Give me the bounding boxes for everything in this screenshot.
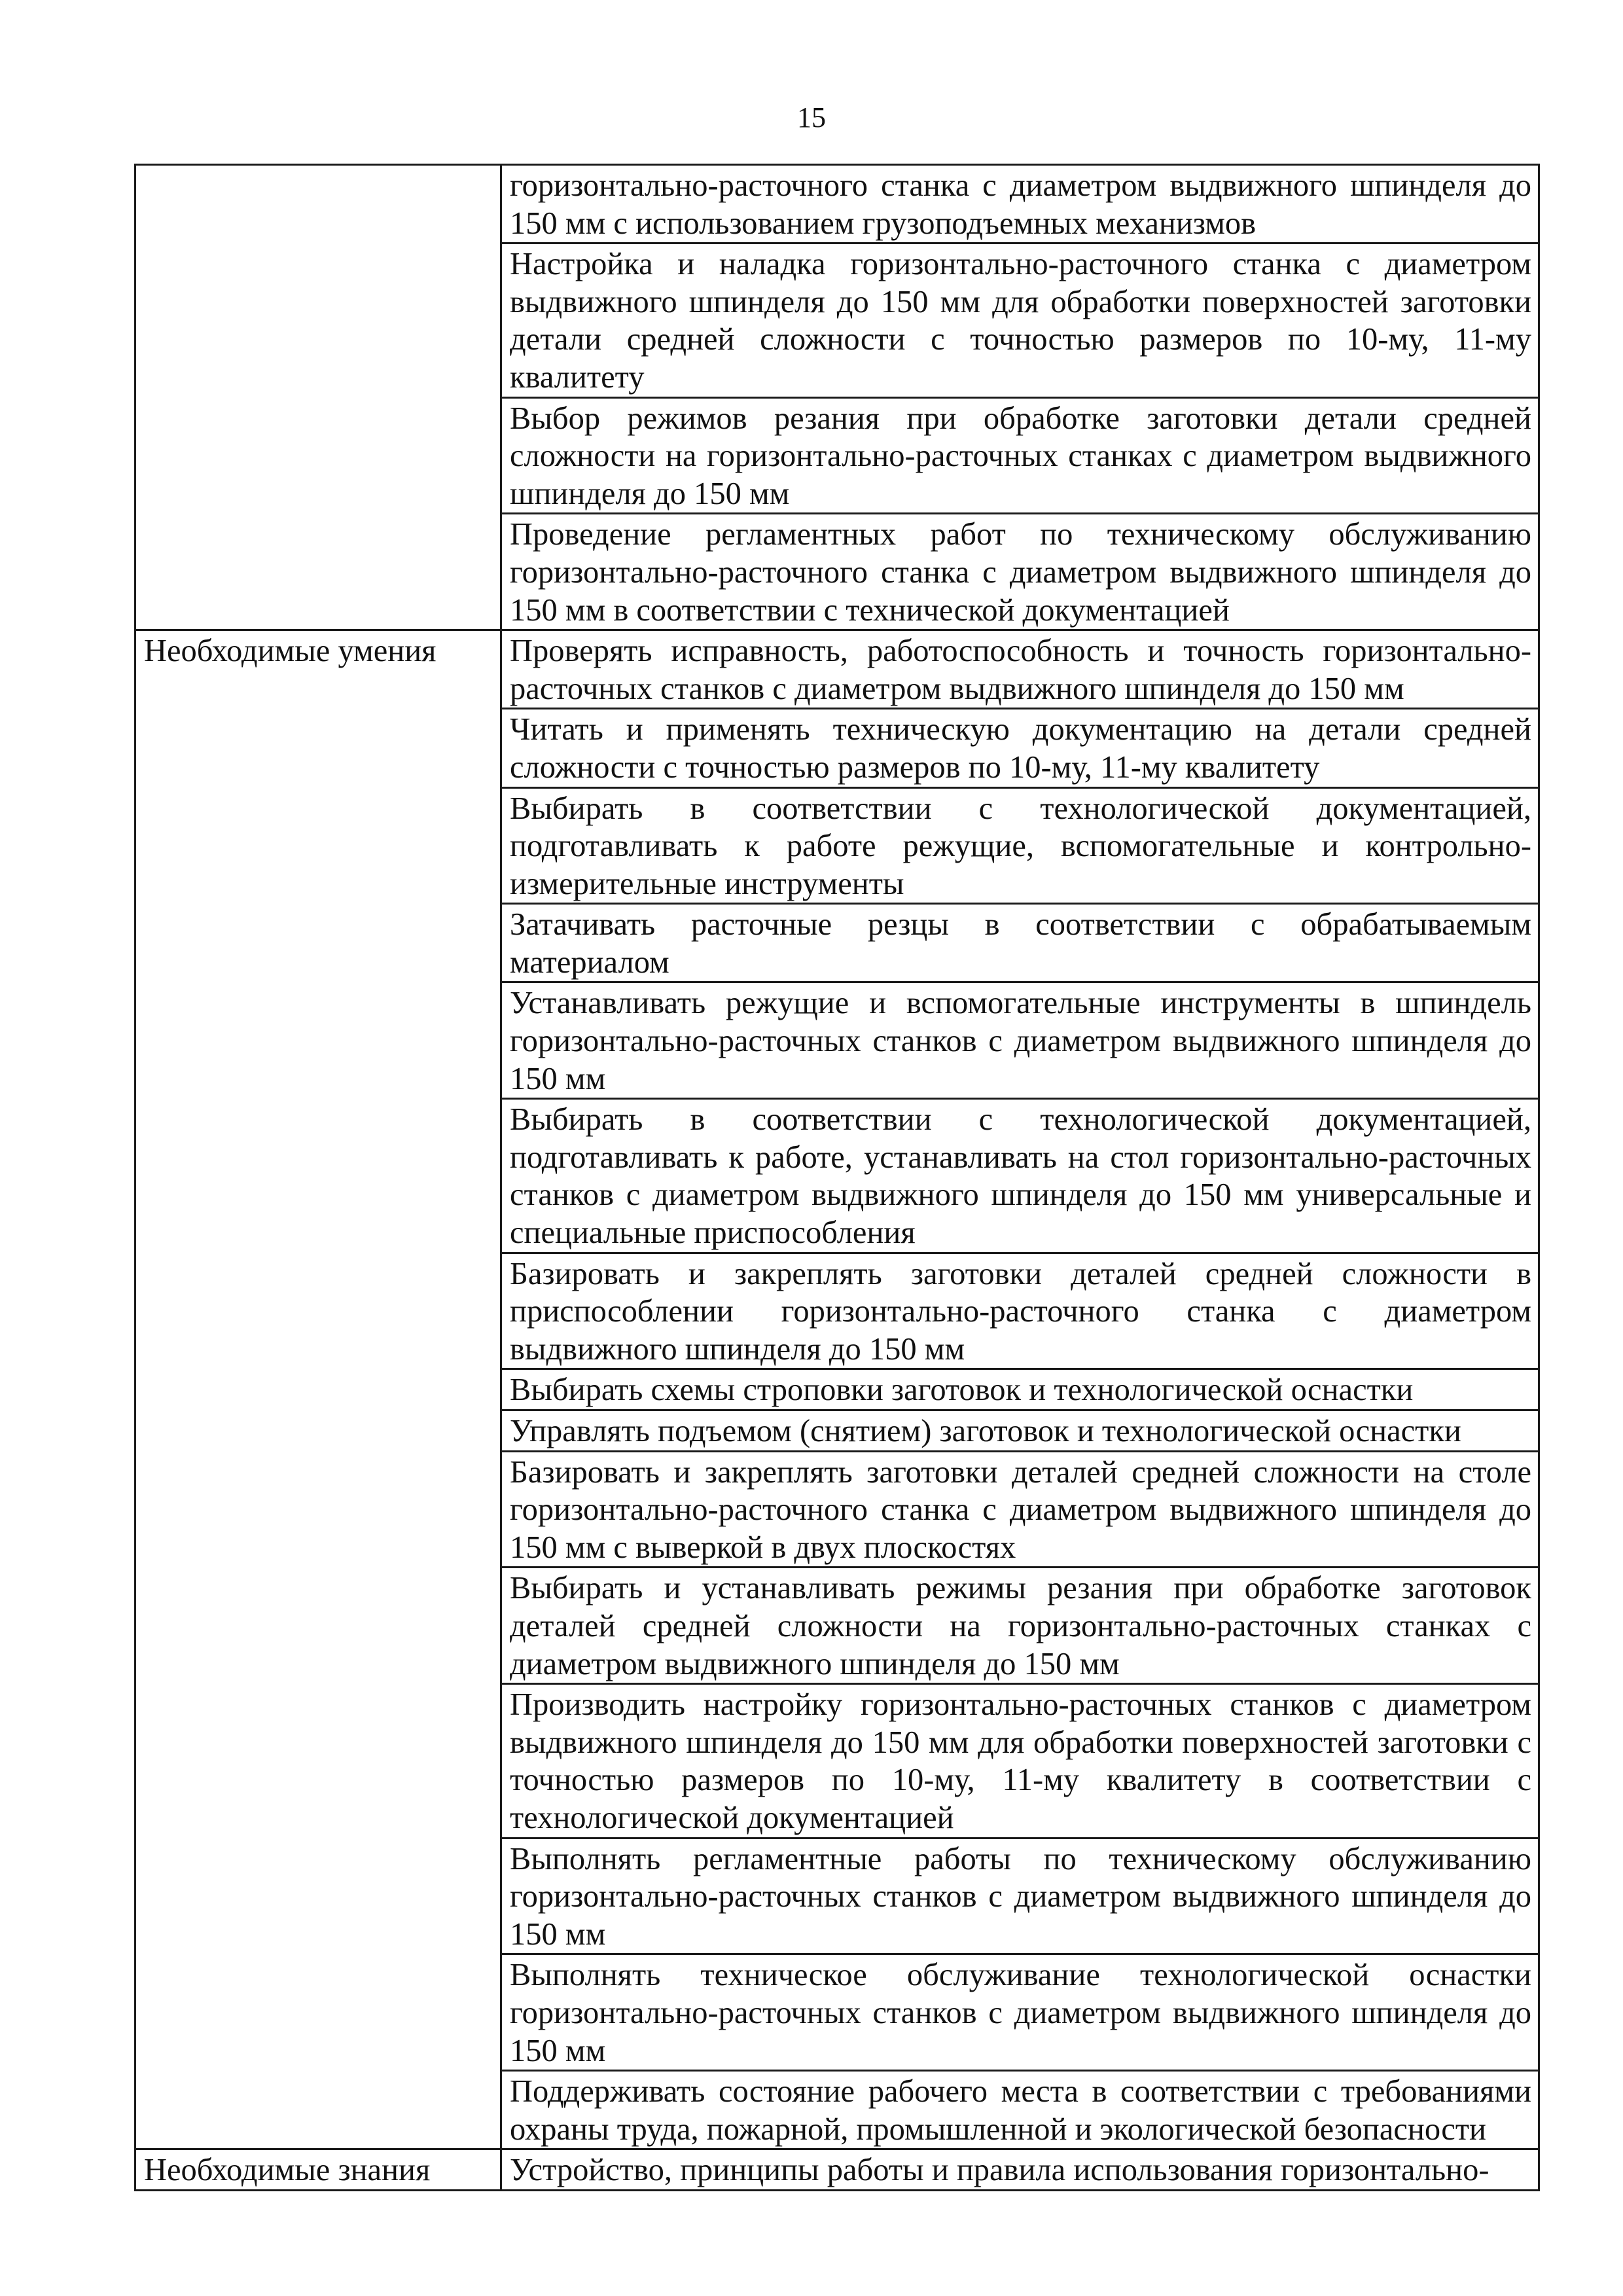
requirement-text: Выполнять техническое обслуживание технологической оснастки горизонтально-расточных станков с диаметром выдвижного шпинделя до 150 мм: [501, 1954, 1539, 2071]
table-row: [135, 630, 1539, 709]
requirement-text: Базировать и закреплять заготовки деталей средней сложности на столе горизонтально-расточного станка с диаметром выдвижного шпинделя до 150 мм с выверкой в двух плоскостях: [501, 1451, 1539, 1568]
page-number: 15: [797, 101, 826, 134]
requirement-text: Выбирать схемы строповки заготовок и технологической оснастки: [501, 1369, 1539, 1410]
requirements-table: [134, 164, 1540, 2191]
row-group-label: Необходимые умения: [135, 630, 501, 2149]
requirement-text: Читать и применять техническую документацию на детали средней сложности с точностью размеров по 10-му, 11-му квалитету: [501, 709, 1539, 787]
requirement-text: Выбирать в соответствии с технологической документацией, подготавливать к работе, устанавливать на стол горизонтально-расточных станков с диаметром выдвижного шпинделя до 150 мм универсальные и специальные приспособления: [501, 1099, 1539, 1253]
requirement-text: Поддерживать состояние рабочего места в соответствии с требованиями охраны труда, пожарной, промышленной и экологической безопасности: [501, 2071, 1539, 2149]
requirement-text: горизонтально-расточного станка с диаметром выдвижного шпинделя до 150 мм с использованием грузоподъемных механизмов: [501, 165, 1539, 243]
requirement-text: Устанавливать режущие и вспомогательные инструменты в шпиндель горизонтально-расточных станков с диаметром выдвижного шпинделя до 150 мм: [501, 982, 1539, 1099]
requirement-text: Производить настройку горизонтально-расточных станков с диаметром выдвижного шпинделя до 150 мм для обработки поверхностей заготовки с точностью размеров по 10-му, 11-му квалитету в соответствии с технологической документацией: [501, 1684, 1539, 1838]
requirement-text: Устройство, принципы работы и правила использования горизонтально-: [501, 2149, 1539, 2191]
requirement-text: Базировать и закреплять заготовки деталей средней сложности в приспособлении горизонтально-расточного станка с диаметром выдвижного шпинделя до 150 мм: [501, 1253, 1539, 1369]
requirement-text: Выполнять регламентные работы по техническому обслуживанию горизонтально-расточных станков с диаметром выдвижного шпинделя до 150 мм: [501, 1838, 1539, 1954]
row-group-label: Необходимые знания: [135, 2149, 501, 2191]
table-row: [135, 2149, 1539, 2191]
requirement-text: Настройка и наладка горизонтально-расточного станка с диаметром выдвижного шпинделя до 150 мм для обработки поверхностей заготовки детали средней сложности с точностью размеров по 10-му, 11-му квалитету: [501, 243, 1539, 397]
requirement-text: Проведение регламентных работ по техническому обслуживанию горизонтально-расточного станка с диаметром выдвижного шпинделя до 150 мм в соответствии с технической документацией: [501, 514, 1539, 630]
requirement-text: Затачивать расточные резцы в соответствии с обрабатываемым материалом: [501, 904, 1539, 982]
requirement-text: Управлять подъемом (снятием) заготовок и технологической оснастки: [501, 1410, 1539, 1452]
table-row: [135, 165, 1539, 243]
requirements-table-body: [135, 165, 1539, 2191]
requirement-text: Выбирать в соответствии с технологической документацией, подготавливать к работе режущие, вспомогательные и контрольно-измерительные инструменты: [501, 787, 1539, 904]
row-group-label: [135, 165, 501, 630]
requirement-text: Выбирать и устанавливать режимы резания при обработке заготовок деталей средней сложности на горизонтально-расточных станках с диаметром выдвижного шпинделя до 150 мм: [501, 1568, 1539, 1684]
requirement-text: Проверять исправность, работоспособность и точность горизонтально-расточных станков с диаметром выдвижного шпинделя до 150 мм: [501, 630, 1539, 709]
requirement-text: Выбор режимов резания при обработке заготовки детали средней сложности на горизонтально-расточных станках с диаметром выдвижного шпинделя до 150 мм: [501, 397, 1539, 514]
